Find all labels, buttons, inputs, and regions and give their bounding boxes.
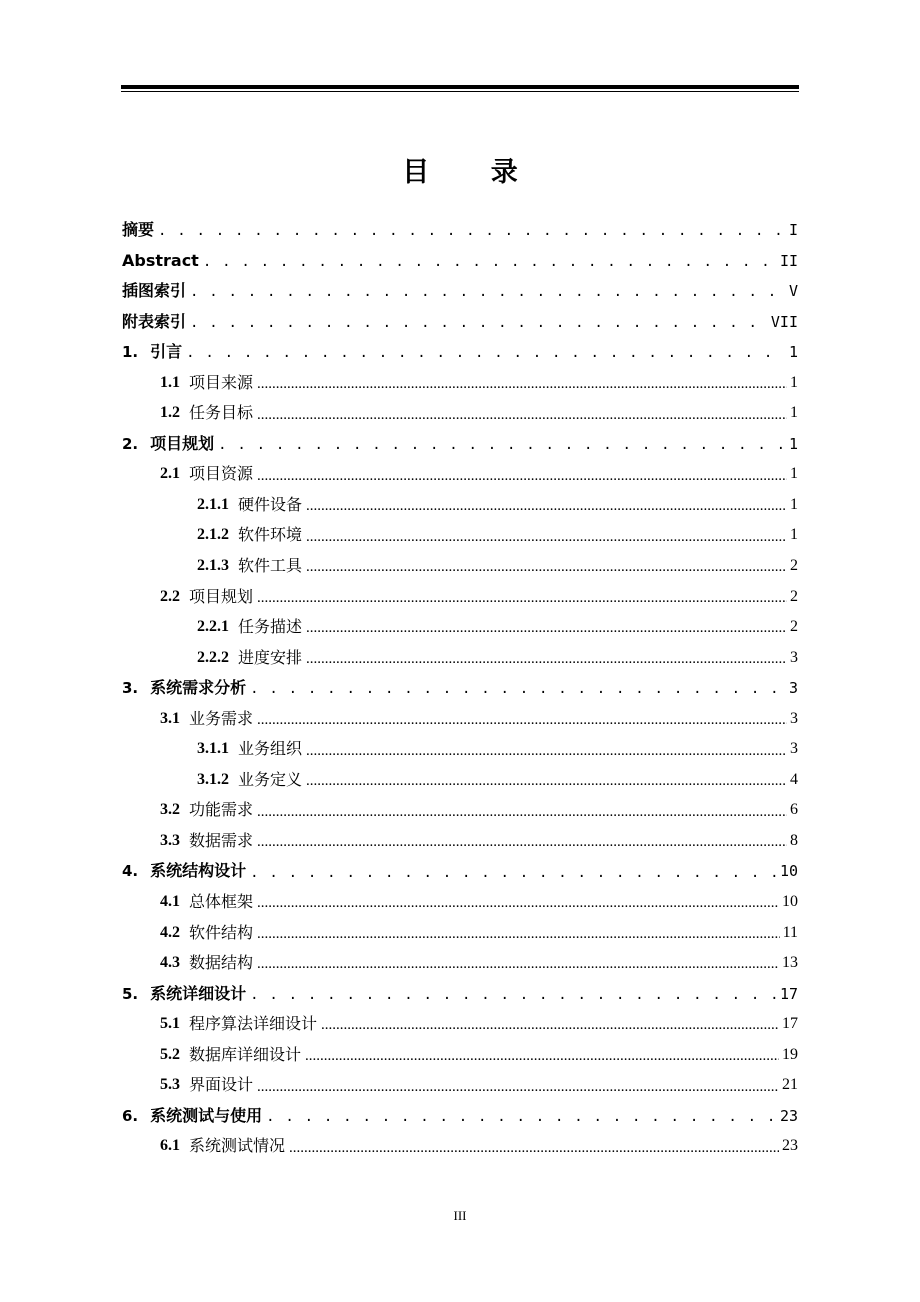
toc-entry-page: 1	[790, 495, 798, 513]
toc-entry-page: VII	[770, 312, 798, 331]
toc-entry[interactable]	[121, 918, 798, 949]
toc-entry-label: 引言	[150, 342, 183, 362]
toc-entry[interactable]	[121, 337, 798, 368]
toc-dot-leader	[306, 612, 787, 642]
toc-entry-page: 2	[790, 587, 798, 605]
toc-entry-number: 2.	[122, 434, 139, 453]
toc-dot-leader	[257, 1071, 779, 1101]
toc-entry-number: 1.2	[160, 404, 180, 422]
toc-entry-page: 2	[790, 618, 798, 636]
toc-entry[interactable]	[121, 520, 798, 551]
toc-dot-leader	[250, 979, 777, 1009]
toc-dot-leader	[190, 307, 768, 337]
toc-entry-number: 3.1	[160, 709, 180, 727]
toc-entry-label: 软件环境	[238, 525, 303, 545]
toc-entry-page: 3	[788, 679, 798, 698]
toc-dot-leader	[257, 704, 787, 734]
toc-entry-number: 3.3	[160, 831, 180, 849]
table-of-contents	[121, 215, 798, 1162]
toc-entry-label: 业务定义	[238, 769, 303, 789]
toc-entry-page: 1	[790, 404, 798, 422]
toc-entry-page: 2	[790, 557, 798, 575]
toc-entry-number: 1.	[122, 343, 139, 362]
toc-entry-number: 5.1	[160, 1015, 180, 1033]
header-rule-thick	[121, 85, 799, 89]
page-number: III	[453, 1208, 467, 1223]
toc-dot-leader	[257, 399, 787, 429]
toc-entry-number: 2.1.1	[197, 495, 229, 513]
toc-dot-leader	[257, 948, 779, 978]
toc-entry-label: 进度安排	[238, 647, 303, 667]
toc-entry[interactable]	[121, 887, 798, 918]
toc-entry-label: 业务需求	[189, 708, 254, 728]
toc-entry[interactable]	[121, 429, 798, 460]
toc-dot-leader	[250, 673, 786, 703]
toc-dot-leader	[158, 215, 786, 245]
toc-entry-number: 2.1.3	[197, 557, 229, 575]
toc-dot-leader	[306, 521, 787, 551]
header-rule-thin	[121, 91, 799, 92]
toc-dot-leader	[306, 643, 787, 673]
toc-dot-leader	[321, 1009, 779, 1039]
toc-entry-label: 软件结构	[189, 922, 254, 942]
toc-entry-label: 附表索引	[122, 311, 187, 331]
toc-entry-page: 21	[782, 1076, 798, 1094]
toc-entry[interactable]	[121, 1101, 798, 1132]
toc-entry-label: 数据库详细设计	[189, 1044, 302, 1064]
toc-entry-page: 23	[779, 1106, 798, 1125]
toc-entry-page: 19	[782, 1045, 798, 1063]
toc-dot-leader	[289, 1132, 779, 1162]
toc-entry-number: 2.1	[160, 465, 180, 483]
toc-dot-leader	[306, 490, 787, 520]
toc-entry[interactable]	[121, 1070, 798, 1101]
toc-entry-page: 1	[790, 526, 798, 544]
toc-entry-number: 5.3	[160, 1076, 180, 1094]
toc-dot-leader	[190, 276, 786, 306]
toc-entry-page: 4	[790, 770, 798, 788]
toc-dot-leader	[306, 765, 787, 795]
toc-entry-number: 5.2	[160, 1045, 180, 1063]
toc-entry-number: 3.1.2	[197, 770, 229, 788]
toc-entry-page: 23	[782, 1137, 798, 1155]
toc-entry[interactable]	[121, 398, 798, 429]
toc-dot-leader	[266, 1101, 777, 1131]
toc-entry-page: 11	[782, 923, 798, 941]
toc-dot-leader	[305, 1040, 779, 1070]
toc-entry[interactable]	[121, 856, 798, 887]
toc-dot-leader	[218, 429, 786, 459]
toc-entry[interactable]	[121, 765, 798, 796]
toc-entry-page: 1	[790, 373, 798, 391]
toc-entry-label: 任务描述	[238, 617, 303, 637]
toc-entry-page: 1	[790, 465, 798, 483]
toc-entry-label: Abstract	[122, 250, 199, 270]
toc-entry-number: 6.1	[160, 1137, 180, 1155]
page-title: 目 录	[402, 157, 544, 188]
toc-entry-number: 4.2	[160, 923, 180, 941]
toc-entry[interactable]	[121, 307, 798, 338]
toc-dot-leader	[257, 918, 780, 948]
toc-entry[interactable]	[121, 246, 798, 277]
toc-entry-label: 系统测试与使用	[150, 1105, 263, 1125]
toc-entry-page: V	[788, 282, 798, 301]
toc-entry-label: 软件工具	[238, 556, 303, 576]
toc-entry[interactable]	[121, 582, 798, 613]
toc-entry-number: 3.2	[160, 801, 180, 819]
toc-entry-label: 界面设计	[189, 1075, 254, 1095]
toc-entry-number: 5.	[122, 984, 139, 1003]
toc-entry-page: 1	[788, 343, 798, 362]
toc-entry-number: 4.3	[160, 954, 180, 972]
toc-entry[interactable]	[121, 490, 798, 521]
toc-entry-label: 功能需求	[189, 800, 254, 820]
toc-entry-label: 项目来源	[189, 372, 254, 392]
toc-entry-page: II	[779, 251, 798, 270]
toc-dot-leader	[203, 246, 777, 276]
toc-entry-label: 总体框架	[189, 892, 254, 912]
toc-entry-page: 3	[790, 740, 798, 758]
toc-dot-leader	[257, 582, 787, 612]
toc-entry[interactable]	[121, 704, 798, 735]
toc-entry[interactable]	[121, 368, 798, 399]
toc-entry-label: 程序算法详细设计	[189, 1014, 318, 1034]
toc-entry-page: 17	[782, 1015, 798, 1033]
toc-entry-number: 2.1.2	[197, 526, 229, 544]
toc-entry-number: 4.	[122, 862, 139, 881]
toc-dot-leader	[257, 826, 787, 856]
toc-entry-number: 3.	[122, 679, 139, 698]
toc-entry-label: 系统结构设计	[150, 861, 247, 881]
toc-entry-label: 插图索引	[122, 281, 187, 301]
toc-entry-number: 2.2.1	[197, 618, 229, 636]
toc-entry-number: 4.1	[160, 893, 180, 911]
toc-dot-leader	[257, 368, 787, 398]
toc-dot-leader	[306, 551, 787, 581]
toc-entry[interactable]	[121, 1040, 798, 1071]
toc-entry-label: 数据结构	[189, 953, 254, 973]
toc-entry-label: 硬件设备	[238, 494, 303, 514]
toc-entry-label: 任务目标	[189, 403, 254, 423]
toc-entry-page: I	[788, 221, 798, 239]
toc-dot-leader	[186, 337, 786, 367]
toc-entry-number: 1.1	[160, 373, 180, 391]
toc-entry-label: 系统测试情况	[189, 1136, 286, 1156]
toc-entry[interactable]	[121, 979, 798, 1010]
toc-entry[interactable]	[121, 734, 798, 765]
toc-entry[interactable]	[121, 795, 798, 826]
toc-dot-leader	[306, 735, 787, 765]
toc-entry[interactable]	[121, 948, 798, 979]
toc-entry[interactable]	[121, 643, 798, 674]
toc-entry-number: 6.	[122, 1106, 139, 1125]
toc-dot-leader	[257, 887, 779, 917]
toc-entry[interactable]	[121, 551, 798, 582]
toc-entry-page: 17	[779, 984, 798, 1003]
toc-entry[interactable]	[121, 1131, 798, 1162]
toc-entry-page: 13	[782, 954, 798, 972]
toc-entry-number: 2.2	[160, 587, 180, 605]
toc-entry-page: 10	[782, 893, 798, 911]
toc-entry-page: 3	[790, 648, 798, 666]
toc-entry-page: 10	[779, 862, 798, 881]
toc-entry-label: 系统需求分析	[150, 678, 247, 698]
toc-entry[interactable]	[121, 1009, 798, 1040]
toc-entry-label: 数据需求	[189, 830, 254, 850]
toc-entry-label: 系统详细设计	[150, 983, 247, 1003]
toc-entry[interactable]	[121, 276, 798, 307]
toc-entry[interactable]	[121, 826, 798, 857]
toc-entry-label: 项目资源	[189, 464, 254, 484]
toc-entry-page: 6	[790, 801, 798, 819]
toc-entry[interactable]	[121, 612, 798, 643]
toc-entry-page: 8	[790, 831, 798, 849]
toc-entry-label: 业务组织	[238, 739, 303, 759]
toc-dot-leader	[257, 460, 787, 490]
toc-entry[interactable]	[121, 673, 798, 704]
toc-entry-page: 3	[790, 709, 798, 727]
toc-entry-number: 3.1.1	[197, 740, 229, 758]
toc-entry-label: 项目规划	[150, 433, 215, 453]
toc-dot-leader	[250, 857, 777, 887]
toc-entry-page: 1	[788, 434, 798, 453]
toc-entry-label: 项目规划	[189, 586, 254, 606]
toc-entry-label: 摘要	[122, 220, 155, 239]
toc-entry[interactable]	[121, 215, 798, 246]
toc-entry[interactable]	[121, 459, 798, 490]
toc-dot-leader	[257, 796, 787, 826]
toc-entry-number: 2.2.2	[197, 648, 229, 666]
